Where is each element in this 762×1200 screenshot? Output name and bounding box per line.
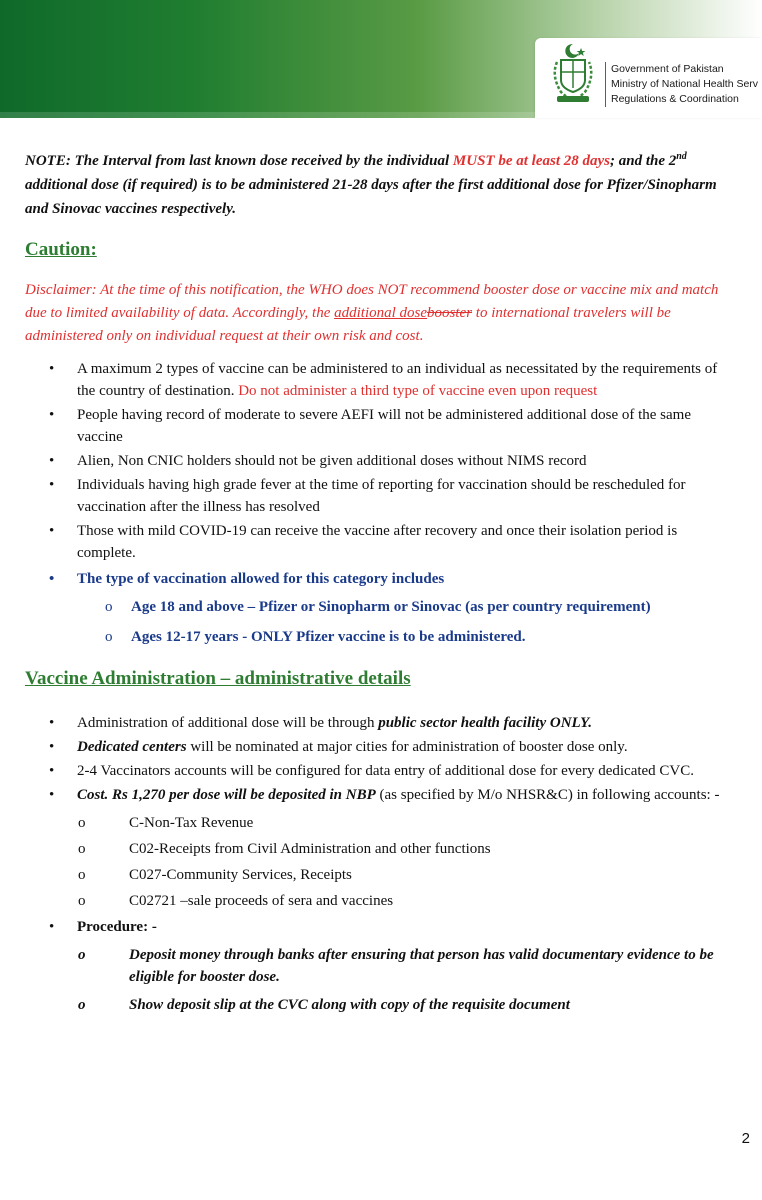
accounts-sublist xyxy=(25,812,730,912)
state-emblem-icon xyxy=(547,42,599,108)
org-line-2: Ministry of National Health Serv xyxy=(611,78,759,90)
list-item: • Alien, Non CNIC holders should not be given additional doses without NIMS record xyxy=(25,450,730,472)
org-line-1: Government of Pakistan xyxy=(611,63,724,75)
sub-list-item: o C-Non-Tax Revenue xyxy=(25,812,730,834)
org-line-3: Regulations & Coordination xyxy=(611,93,739,105)
admin-list xyxy=(25,712,730,1016)
list-item: • Individuals having high grade fever at the time of reporting for vaccination should be rescheduled for vaccination after the illness has resolved xyxy=(25,474,730,518)
caution-heading: Caution: xyxy=(25,239,97,260)
disclaimer: Disclaimer: At the time of this notification, the WHO does NOT recommend booster dose or vaccine mix and match due to limited availability of data. Accordingly, the additional dosebooster to international travelers will be administered only on individual request at their own risk and cost. xyxy=(25,282,719,344)
ministry-name xyxy=(605,62,758,107)
sub-list-item: o Ages 12-17 years - ONLY Pfizer vaccine is to be administered. xyxy=(77,626,730,648)
document-body xyxy=(25,145,730,1020)
interval-note: NOTE: The Interval from last known dose received by the individual MUST be at least 28 days; and the 2nd additional dose (if required) is to be administered 21-28 days after the first additional dose for Pfizer/Sinopharm and Sinovac vaccines respectively. xyxy=(25,151,717,217)
list-item: • A maximum 2 types of vaccine can be administered to an individual as necessitated by the requirements of the country of destination. Do not administer a third type of vaccine even upon request xyxy=(25,358,730,402)
list-item: • Administration of additional dose will be through public sector health facility ONLY. xyxy=(25,712,730,734)
category-sublist xyxy=(77,596,730,648)
ministry-logo-block xyxy=(535,38,762,118)
sub-list-item: o Deposit money through banks after ensuring that person has valid documentary evidence to be eligible for booster dose. xyxy=(25,944,730,988)
list-item: • Procedure: - o Deposit money through banks after ensuring that person has valid documentary evidence to be eligible for booster dose. o Show deposit slip at the CVC along with copy of the requisite document xyxy=(25,916,730,1016)
sub-list-item: o Age 18 and above – Pfizer or Sinopharm or Sinovac (as per country requirement) xyxy=(77,596,730,618)
list-item: • Cost. Rs 1,270 per dose will be deposited in NBP (as specified by M/o NHSR&C) in following accounts: - o C-Non-Tax Revenue o C02-Receipts from Civil Administration and other functions o C027-Community Services, Receipts o C02721 –sale proceeds of sera and vaccines xyxy=(25,784,730,912)
sub-list-item: o C02721 –sale proceeds of sera and vaccines xyxy=(25,890,730,912)
page-number: 2 xyxy=(741,1130,750,1147)
admin-heading: Vaccine Administration – administrative details xyxy=(25,668,411,689)
procedure-sublist xyxy=(25,944,730,1016)
list-item: • Dedicated centers will be nominated at major cities for administration of booster dose only. xyxy=(25,736,730,758)
caution-list xyxy=(25,358,730,648)
sub-list-item: o C02-Receipts from Civil Administration and other functions xyxy=(25,838,730,860)
list-item: • Those with mild COVID-19 can receive the vaccine after recovery and once their isolation period is complete. xyxy=(25,520,730,564)
sub-list-item: o Show deposit slip at the CVC along with copy of the requisite document xyxy=(25,994,730,1016)
list-item: • People having record of moderate to severe AEFI will not be administered additional dose of the same vaccine xyxy=(25,404,730,448)
list-item: • The type of vaccination allowed for this category includes o Age 18 and above – Pfizer or Sinopharm or Sinovac (as per country requirement) o Ages 12-17 years - ONLY Pfizer vaccine is to be administered. xyxy=(25,568,730,648)
list-item: • 2-4 Vaccinators accounts will be configured for data entry of additional dose for every dedicated CVC. xyxy=(25,760,730,782)
sub-list-item: o C027-Community Services, Receipts xyxy=(25,864,730,886)
